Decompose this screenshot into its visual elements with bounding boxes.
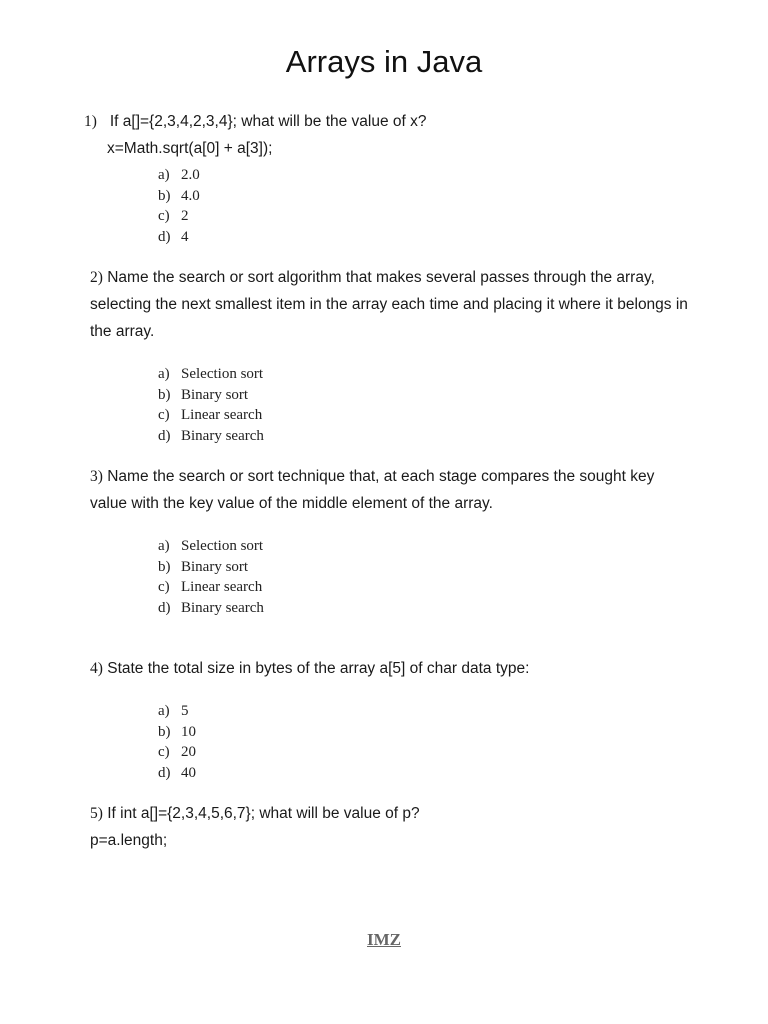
question-number: 5): [90, 805, 103, 822]
option-a: a) Selection sort: [158, 538, 264, 554]
option-d: d) 40: [158, 765, 196, 782]
option-c: c) Linear search: [158, 407, 263, 424]
footer-mark: IMZ: [367, 930, 401, 949]
question-1-line-1: [84, 108, 427, 135]
option-c: c) 20: [158, 744, 196, 761]
question-3-options: [158, 536, 264, 619]
question-4-line-1: [90, 655, 529, 682]
question-2-line-3: the array.: [90, 323, 155, 340]
question-2-options: [158, 364, 264, 447]
page-title: Arrays in Java: [285, 44, 483, 79]
option-a: a) 2.0: [158, 167, 200, 183]
option-d: d) Binary search: [158, 600, 264, 617]
question-text: If a[]={2,3,4,2,3,4}; what will be the value of x?: [109, 113, 427, 130]
question-number: 4): [90, 660, 103, 677]
option-c: c) Linear search: [158, 579, 263, 596]
question-1: [84, 108, 427, 162]
question-5: [90, 800, 420, 854]
option-c: c) 2: [158, 208, 189, 225]
question-text: Name the search or sort technique that, at each stage compares the sought key: [107, 468, 655, 485]
question-3-line-2: value with the key value of the middle element of the array.: [90, 495, 493, 512]
question-2: [90, 264, 688, 345]
question-text: State the total size in bytes of the array a[5] of char data type:: [107, 660, 530, 677]
question-number: 3): [90, 468, 103, 485]
question-5-line-1: [90, 800, 420, 827]
question-number: 1): [84, 113, 97, 130]
question-2-line-2: selecting the next smallest item in the array each time and placing it where it belongs in: [90, 296, 688, 313]
option-d: d) 4: [158, 229, 189, 246]
option-b: b) Binary sort: [158, 558, 249, 575]
question-2-line-1: [90, 264, 688, 291]
option-a: a) 5: [158, 703, 189, 719]
option-b: b) Binary sort: [158, 386, 249, 403]
question-4: [90, 655, 529, 682]
option-a: a) Selection sort: [158, 366, 264, 382]
option-b: b) 10: [158, 723, 196, 740]
question-3: [90, 463, 654, 517]
option-d: d) Binary search: [158, 428, 264, 445]
question-3-line-1: [90, 463, 654, 490]
question-number: 2): [90, 269, 103, 286]
question-5-line-2: p=a.length;: [90, 832, 168, 849]
question-1-line-2: x=Math.sqrt(a[0] + a[3]);: [107, 140, 273, 157]
question-1-options: [158, 165, 200, 248]
question-4-options: [158, 701, 196, 784]
question-text: If int a[]={2,3,4,5,6,7}; what will be value of p?: [107, 805, 420, 822]
option-b: b) 4.0: [158, 187, 200, 204]
question-text: Name the search or sort algorithm that makes several passes through the array,: [107, 269, 655, 286]
